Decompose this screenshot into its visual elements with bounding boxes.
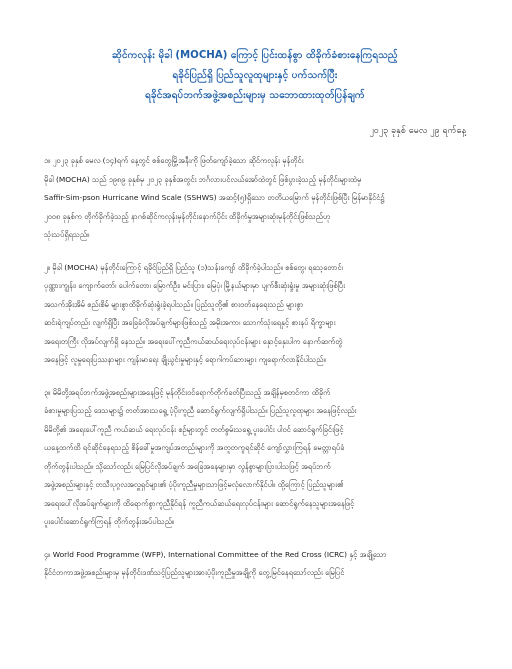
paragraph-line: တိုက်တွန်းပါသည်။ သို့သော်လည်း မြေပြင်လိုအပ်ချက် အခြေအနေများမှာ လွန်စွာများပြားပါသဖြင့် အရပ်ဘက် <box>44 461 331 471</box>
paragraph-line: ၄။ World Food Programme (WFP), International Committee of the Red Cross (ICRC) နှင့် အချို့သော <box>44 549 387 559</box>
paragraph-line: အသက်အိုးအိမ် စည်းစိမ် များစွာထိခိုက်ဆုံးရှုံးခဲ့ရပါသည်။ ပြည်သူတို့၏ စားဝတ်နေရေးသည် များစွာ <box>44 299 304 309</box>
paragraph-1 <box>44 152 466 245</box>
document-date: ၂၀၂၃ ခုနှစ် မေလ ၂၉ ရက်နေ့ <box>369 126 466 136</box>
paragraph-line: အနေဖြင့် လူမှုရေးပြဿနာများ ကျန်းမာရေး ချို့ယွင်းမှုများနှင့် ရောဂါကပ်ဘေးများ ကျရောက်လာနိုင်ပါသည်။ <box>44 355 326 364</box>
title-line: ရခိုင်အရပ်ဘက်အဖွဲ့အစည်းများမှ သဘောထားထုတ်ပြန်ချက် <box>145 90 365 101</box>
paragraph-line: ၁။ ၂၀၂၃ ခုနှစ် မေလ (၁၄)ရက် နေ့တွင် စစ်တွေမြို့အနီးကို ဖြတ်ကျော်ခဲ့သော ဆိုင်ကလုန်း မုန်တိုင်း <box>44 156 304 165</box>
paragraph-line: မိမိတို့၏ အရေးပေါ်ကူညီ ကယ်ဆယ် ရေးလုပ်ငန်း စဉ်များတွင် တတ်စွမ်းသရွေ့ ပူးပေါင်း ပါဝင် ဆောင်ရွက်ခြင်းဖြင့် <box>44 424 344 434</box>
paragraph-line: မိုခါ (MOCHA) သည် ၁၉၈၉ ခုနှစ်မှ ၂၀၂၃ ခုနှစ်အတွင်း ဘင်္ဂလားပင်လယ်အော်ထဲတွင် ဖြစ်ပွားခဲ့သည့် မုန်တိုင်းများထဲမှ <box>44 174 362 184</box>
document-title <box>44 46 466 106</box>
title-line: ရခိုင်ပြည်ရှိ ပြည်သူလူထုများနှင့် ပက်သက်ပြီး <box>172 70 338 81</box>
paragraph-4 <box>44 546 466 583</box>
paragraph-line: နိုင်ငံတကာအဖွဲ့အစည်းများမှ မုန်တိုင်းဒဏ်သင့်ပြည်သူများအားပံ့ပိုးကူညီမှုအချို့ကို တွေ့မြင်နေရသော်လည်း မြေပြင် <box>44 568 345 577</box>
paragraph-line: ၃။ မိမိတို့အရပ်ဘက်အဖွဲ့အစည်းများအနေဖြင့် မုန်တိုင်းဝင်ရောက်တိုက်ခတ်ပြီးသည့် အချိန်မှစတင်ကာ ထိခိုက် <box>44 387 331 397</box>
paragraph-line: အဖွဲ့အစည်းများနှင့် တသီးပုဂ္ဂလအလှူရှင်များ၏ ပံ့ပိုးကူညီမှုများသာဖြင့်မလုံလောက်နိုင်ပါ။ ထို့ကြောင့် ပြည်သူများ၏ <box>44 480 344 489</box>
paragraph-line: အရေးတကြီး လိုအပ်လျက်ရှိ နေသည်။ အရေးပေါ်ကူညီကယ်ဆယ်ရေးလုပ်ငန်းများ နှောင့်နှေးပါက နောက်ဆက်တွဲ <box>44 336 343 346</box>
paragraph-line: ယနေ့ထက်ထိ ရင်ဆိုင်နေရသည့် စိန်ခေါ်မှုအကျပ်အတည်းများကို အတူတကွရင်ဆိုင် ကျော်လွှားကြရန် မေတ္တာရပ်ခံ <box>44 443 345 452</box>
paragraph-line: ပူးပေါင်းဆောင်ရွက်ကြရန် တိုက်တွန်းအပ်ပါသည်။ <box>44 517 175 526</box>
paragraph-line: ခံစားမှုများပြသည့် ဒေသများ၌ တတ်အားသရွေ့ ပံ့ပိုးကူညီ ဆောင်ရွက်လျက်ရှိပါသည်။ ပြည်သူလူထုများ အနေဖြင့်လည်း <box>44 406 357 415</box>
paragraph-line: သုံးသပ်ရှိရသည်။ <box>44 230 90 239</box>
paragraph-2 <box>44 259 466 370</box>
paragraph-line: ၂၀၀၈ ခုနှစ်က တိုက်ခိုက်ခဲ့သည့် နာဂစ်ဆိုင်ကလုန်းမုန်တိုင်းနောက်ပိုင်း ထိခိုက်မှုအများဆုံးမုန်တိုင်းဖြစ်သည်ဟု <box>44 211 331 221</box>
paragraph-line: အရေးပေါ်လိုအပ်ချက်များကို ထိရောက်စွာကူညီနိုင်ရန် ကူညီကယ်ဆယ်ရေးလုပ်ငန်းများ ဆောင်ရွက်နေသူများအနေဖြင့် <box>44 498 355 508</box>
paragraph-line: Saffir-Sim-pson Hurricane Wind Scale (SSHWS) အဆင့်(၅)ရှိသော တတိယမြောက် မုန်တိုင်းဖြစ်ပြီး မြန်မာနိုင်ငံ၌ <box>44 193 385 202</box>
title-line: ဆိုင်ကလုန်း မိုခါ (MOCHA) ကြောင့် ပြင်းထန်စွာ ထိခိုက်ခံစားနေကြရသည့် <box>112 50 398 61</box>
paragraph-3 <box>44 384 466 532</box>
paragraph-line: ၂။ မိုခါ (MOCHA) မုန်တိုင်းကြောင့် ရခိုင်ပြည်ရှိ ပြည်သူ (၁)သန်းကျော် ထိခိုက်ခဲ့ပါသည်။ စစ်တွေ၊ ရသေ့တောင်၊ <box>44 262 343 272</box>
paragraph-line: ဆင်းရဲကျပ်တည်း လျက်ရှိပြီး အခြေခံလိုအပ်ချက်များဖြစ်သည့် အမိုးအကာ၊ သောက်သုံးရေနှင့် စားနပ် ရိက္ခာများ <box>44 318 336 327</box>
paragraph-line: ပုဏ္ဏားကျွန်း၊ ကျောက်တော်၊ ပေါက်တော၊ မြောက်ဦး၊ မင်းပြား၊ မြေပုံ၊ မြို့နယ်များမှာ ပျက်စီးဆုံးရှုံးမှု အများဆုံးဖြစ်ပြီး <box>44 281 345 290</box>
